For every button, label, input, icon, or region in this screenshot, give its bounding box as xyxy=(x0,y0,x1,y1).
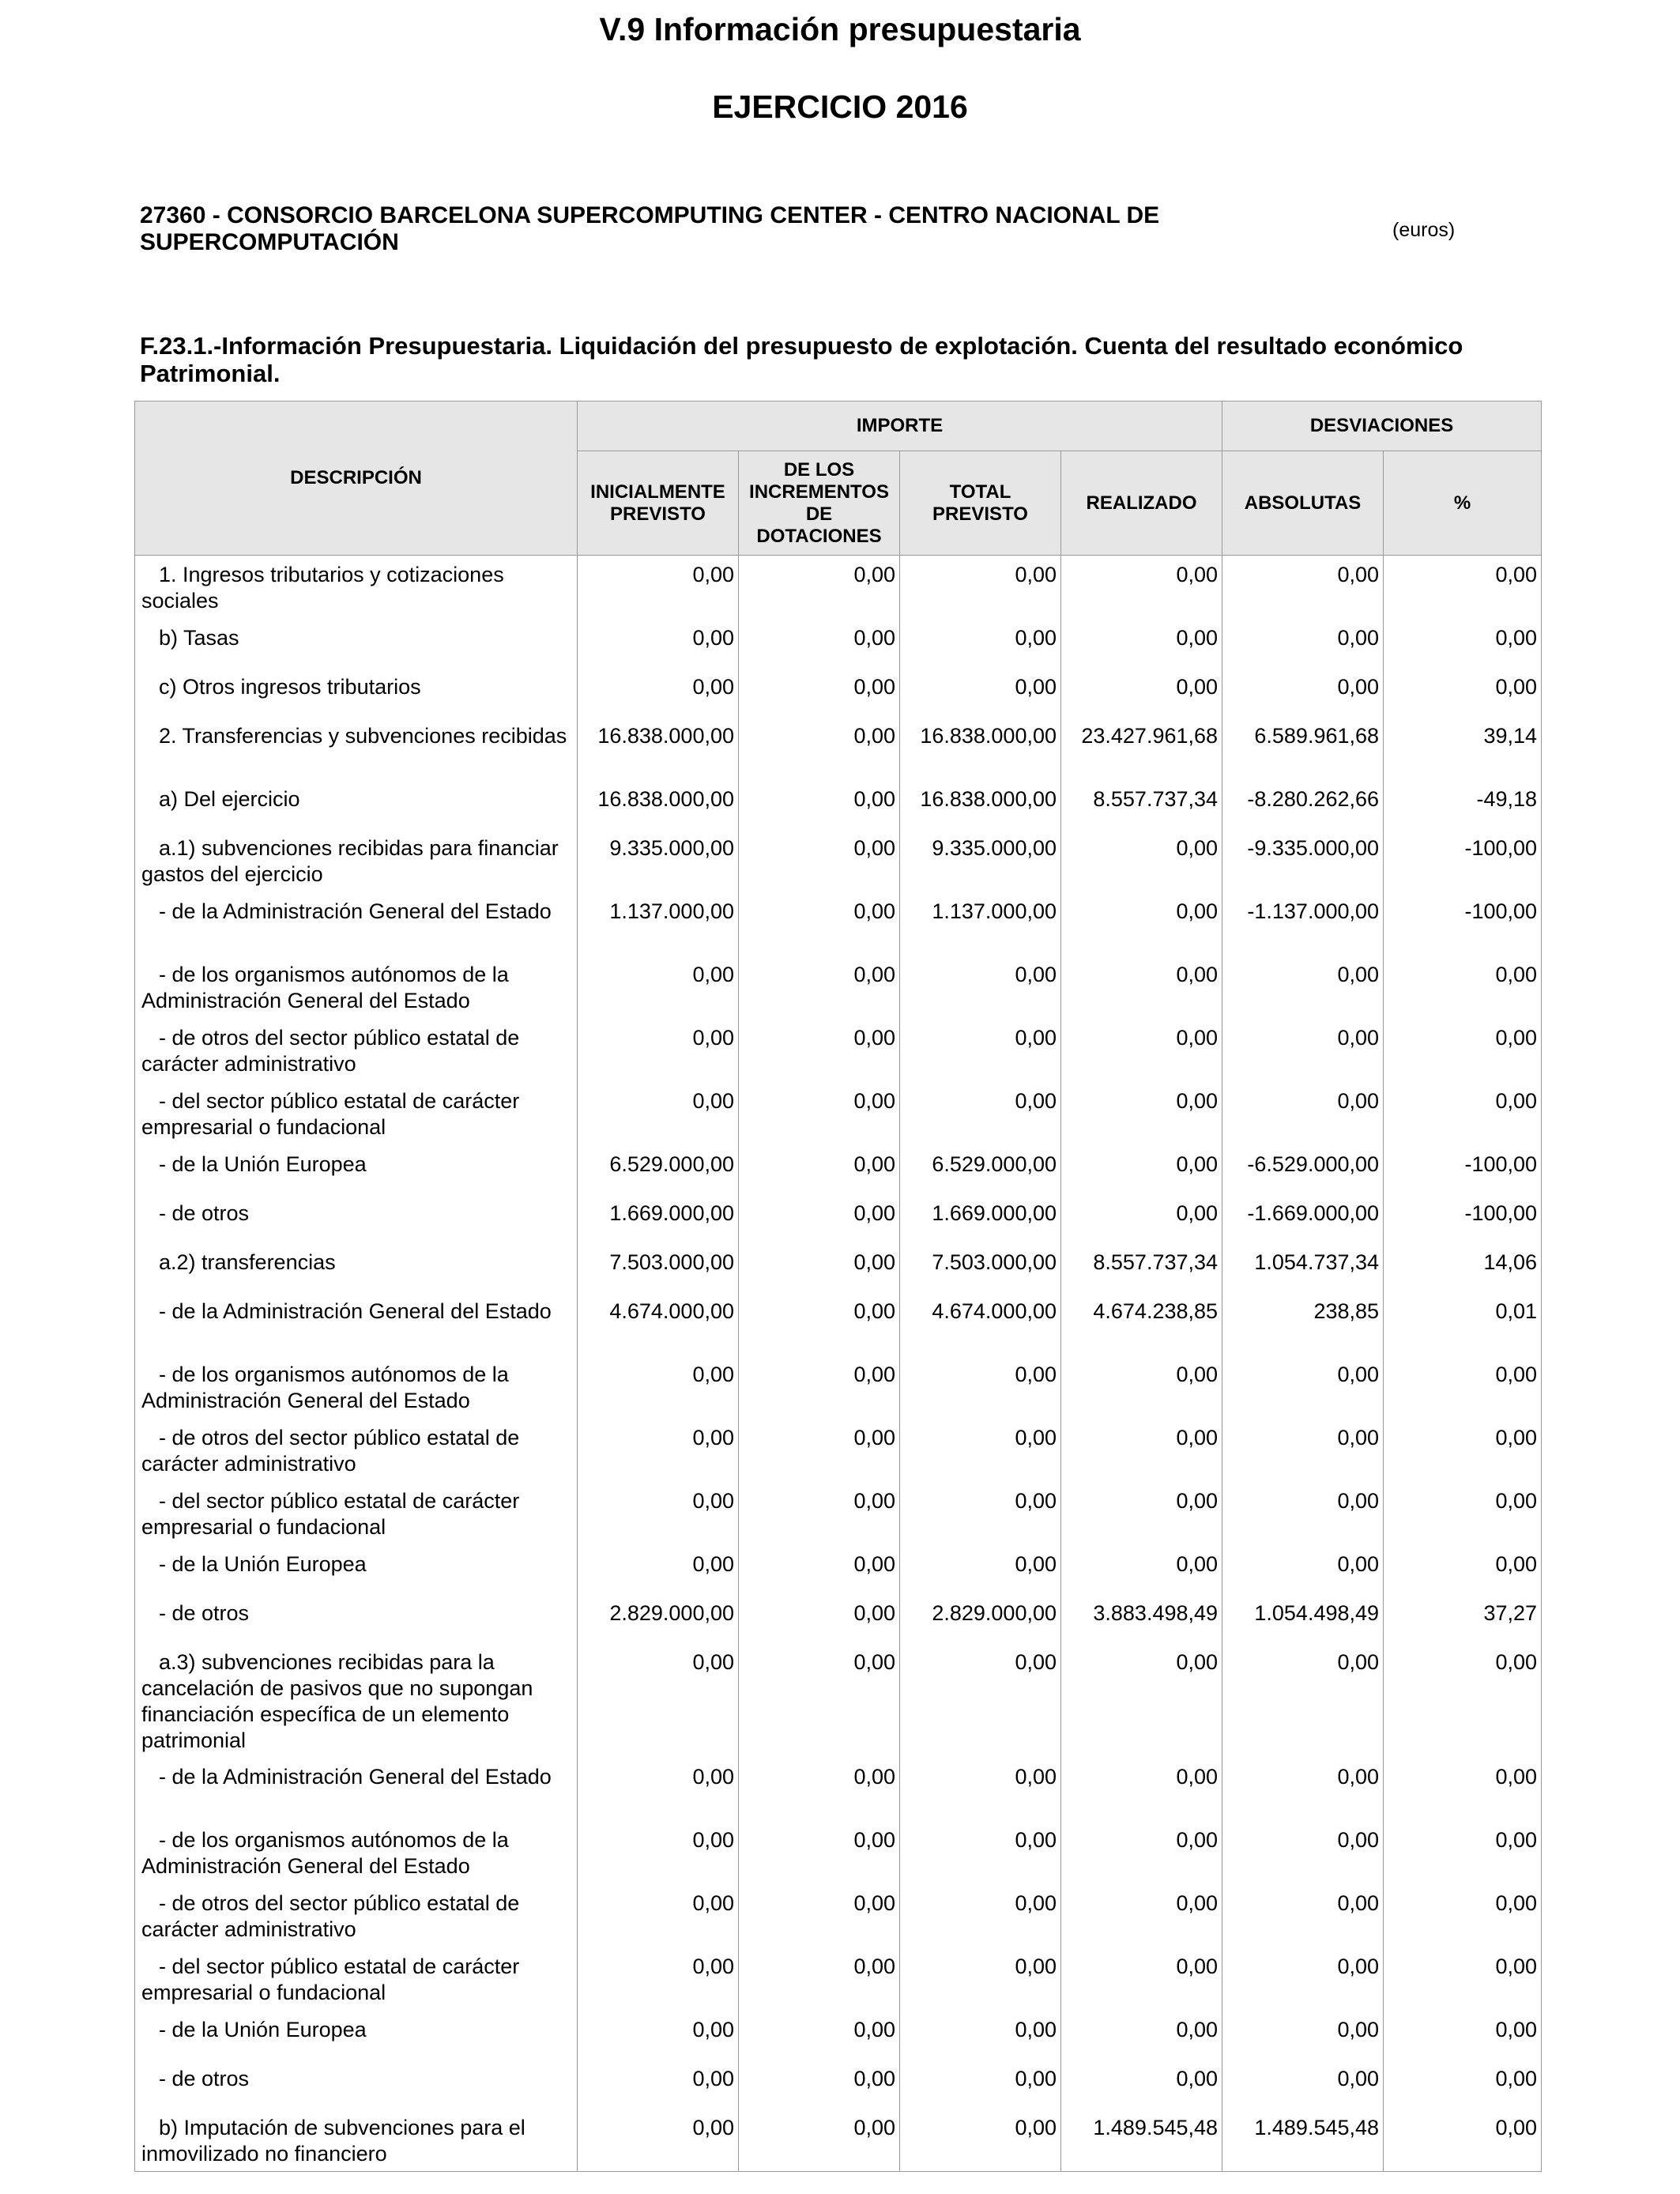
cell-realizado: 0,00 xyxy=(1061,1194,1222,1243)
table-row xyxy=(135,1292,1542,1355)
cell-incrementos: 0,00 xyxy=(739,1019,900,1082)
cell-pct: -100,00 xyxy=(1384,1194,1542,1243)
header-descripcion: DESCRIPCIÓN xyxy=(135,401,578,556)
cell-absolutas: 1.054.498,49 xyxy=(1222,1594,1384,1643)
cell-absolutas: 0,00 xyxy=(1222,1758,1384,1821)
cell-pct: -100,00 xyxy=(1384,892,1542,956)
cell-absolutas: 6.589.961,68 xyxy=(1222,717,1384,780)
cell-pct: 0,00 xyxy=(1384,2011,1542,2060)
row-description-text: - de otros del sector público estatal de carácter administrativo xyxy=(141,1891,520,1941)
cell-realizado: 0,00 xyxy=(1061,829,1222,892)
table-row xyxy=(135,1821,1542,1884)
cell-realizado: 1.489.545,48 xyxy=(1061,2109,1222,2172)
cell-inicial: 0,00 xyxy=(578,619,739,668)
row-description-text: a.1) subvenciones recibidas para financiar gastos del ejercicio xyxy=(141,835,559,886)
cell-realizado: 8.557.737,34 xyxy=(1061,1243,1222,1292)
row-description xyxy=(135,2060,578,2109)
cell-pct: 0,00 xyxy=(1384,2060,1542,2109)
table-row xyxy=(135,1419,1542,1482)
cell-incrementos: 0,00 xyxy=(739,619,900,668)
cell-total: 0,00 xyxy=(900,668,1061,717)
row-description xyxy=(135,1243,578,1292)
cell-pct: 0,00 xyxy=(1384,1758,1542,1821)
table-row xyxy=(135,1545,1542,1594)
cell-incrementos: 0,00 xyxy=(739,1292,900,1355)
cell-total: 0,00 xyxy=(900,1355,1061,1419)
row-description xyxy=(135,717,578,780)
row-description xyxy=(135,1292,578,1355)
cell-realizado: 0,00 xyxy=(1061,1355,1222,1419)
cell-total: 16.838.000,00 xyxy=(900,780,1061,829)
cell-pct: 0,00 xyxy=(1384,1821,1542,1884)
cell-incrementos: 0,00 xyxy=(739,829,900,892)
cell-realizado: 0,00 xyxy=(1061,892,1222,956)
cell-realizado: 0,00 xyxy=(1061,1947,1222,2011)
row-description-text: - del sector público estatal de carácter empresarial o fundacional xyxy=(141,1488,520,1539)
row-description-text: - de la Administración General del Estado xyxy=(159,899,552,923)
page-title: V.9 Información presupuestaria xyxy=(599,11,1081,47)
cell-absolutas: 0,00 xyxy=(1222,1082,1384,1145)
table-row xyxy=(135,1194,1542,1243)
cell-pct: 0,00 xyxy=(1384,956,1542,1019)
table-row xyxy=(135,1947,1542,2011)
cell-total: 0,00 xyxy=(900,1643,1061,1758)
cell-total: 0,00 xyxy=(900,1019,1061,1082)
cell-realizado: 0,00 xyxy=(1061,668,1222,717)
cell-pct: -100,00 xyxy=(1384,1145,1542,1194)
header-total-previsto: TOTAL PREVISTO xyxy=(900,451,1061,556)
cell-total: 0,00 xyxy=(900,1884,1061,1947)
row-description xyxy=(135,1145,578,1194)
cell-inicial: 1.669.000,00 xyxy=(578,1194,739,1243)
cell-incrementos: 0,00 xyxy=(739,1082,900,1145)
row-description xyxy=(135,1482,578,1545)
cell-total: 2.829.000,00 xyxy=(900,1594,1061,1643)
header-inicialmente-previsto: INICIALMENTE PREVISTO xyxy=(578,451,739,556)
row-description-text: c) Otros ingresos tributarios xyxy=(159,674,421,699)
row-description-text: - de la Unión Europea xyxy=(159,1152,367,1176)
cell-realizado: 0,00 xyxy=(1061,1821,1222,1884)
cell-absolutas: 0,00 xyxy=(1222,1643,1384,1758)
cell-realizado: 3.883.498,49 xyxy=(1061,1594,1222,1643)
cell-pct: 0,00 xyxy=(1384,1884,1542,1947)
cell-incrementos: 0,00 xyxy=(739,1482,900,1545)
cell-total: 0,00 xyxy=(900,2011,1061,2060)
cell-total: 7.503.000,00 xyxy=(900,1243,1061,1292)
cell-total: 0,00 xyxy=(900,619,1061,668)
cell-inicial: 0,00 xyxy=(578,1821,739,1884)
table-row xyxy=(135,1145,1542,1194)
cell-realizado: 0,00 xyxy=(1061,1419,1222,1482)
cell-absolutas: 0,00 xyxy=(1222,1355,1384,1419)
cell-pct: 0,00 xyxy=(1384,1947,1542,2011)
row-description-text: - de la Administración General del Estado xyxy=(159,1299,552,1323)
cell-total: 0,00 xyxy=(900,1758,1061,1821)
cell-absolutas: 0,00 xyxy=(1222,668,1384,717)
cell-absolutas: 0,00 xyxy=(1222,1947,1384,2011)
cell-realizado: 0,00 xyxy=(1061,556,1222,619)
cell-total: 1.669.000,00 xyxy=(900,1194,1061,1243)
cell-incrementos: 0,00 xyxy=(739,1643,900,1758)
cell-incrementos: 0,00 xyxy=(739,780,900,829)
cell-absolutas: -9.335.000,00 xyxy=(1222,829,1384,892)
cell-inicial: 0,00 xyxy=(578,1545,739,1594)
row-description xyxy=(135,2109,578,2172)
cell-inicial: 0,00 xyxy=(578,1947,739,2011)
cell-inicial: 9.335.000,00 xyxy=(578,829,739,892)
cell-realizado: 0,00 xyxy=(1061,1019,1222,1082)
cell-inicial: 16.838.000,00 xyxy=(578,717,739,780)
cell-absolutas: 0,00 xyxy=(1222,956,1384,1019)
table-row xyxy=(135,1643,1542,1758)
row-description-text: - del sector público estatal de carácter empresarial o fundacional xyxy=(141,1954,520,2004)
header-incrementos: DE LOS INCREMENTOS DE DOTACIONES xyxy=(739,451,900,556)
cell-pct: 0,00 xyxy=(1384,1419,1542,1482)
cell-inicial: 0,00 xyxy=(578,2109,739,2172)
cell-total: 0,00 xyxy=(900,2109,1061,2172)
cell-incrementos: 0,00 xyxy=(739,1145,900,1194)
cell-pct: 0,00 xyxy=(1384,1019,1542,1082)
row-description-text: - de la Unión Europea xyxy=(159,2017,367,2041)
cell-realizado: 0,00 xyxy=(1061,956,1222,1019)
cell-total: 0,00 xyxy=(900,956,1061,1019)
row-description xyxy=(135,1355,578,1419)
cell-incrementos: 0,00 xyxy=(739,1419,900,1482)
cell-incrementos: 0,00 xyxy=(739,1884,900,1947)
entity-name: 27360 - CONSORCIO BARCELONA SUPERCOMPUTING CENTER - CENTRO NACIONAL DE SUPERCOMPUTACIÓN xyxy=(140,202,1160,255)
table-row xyxy=(135,2011,1542,2060)
cell-absolutas: 238,85 xyxy=(1222,1292,1384,1355)
row-description xyxy=(135,829,578,892)
row-description xyxy=(135,1545,578,1594)
cell-realizado: 0,00 xyxy=(1061,1082,1222,1145)
table-row xyxy=(135,2060,1542,2109)
table-row xyxy=(135,1884,1542,1947)
row-description xyxy=(135,2011,578,2060)
table-row xyxy=(135,1758,1542,1821)
row-description-text: - de los organismos autónomos de la Administración General del Estado xyxy=(141,962,509,1012)
cell-total: 0,00 xyxy=(900,1419,1061,1482)
cell-total: 1.137.000,00 xyxy=(900,892,1061,956)
cell-inicial: 0,00 xyxy=(578,1884,739,1947)
cell-incrementos: 0,00 xyxy=(739,1594,900,1643)
cell-pct: 37,27 xyxy=(1384,1594,1542,1643)
table-row xyxy=(135,780,1542,829)
budget-table xyxy=(134,401,1542,2172)
currency-units: (euros) xyxy=(1392,219,1456,241)
table-row xyxy=(135,668,1542,717)
table-row xyxy=(135,1594,1542,1643)
table-row xyxy=(135,717,1542,780)
cell-pct: 39,14 xyxy=(1384,717,1542,780)
cell-inicial: 0,00 xyxy=(578,1355,739,1419)
cell-realizado: 0,00 xyxy=(1061,2060,1222,2109)
cell-absolutas: 0,00 xyxy=(1222,1019,1384,1082)
cell-inicial: 0,00 xyxy=(578,956,739,1019)
row-description xyxy=(135,1758,578,1821)
row-description-text: - de otros xyxy=(159,1201,250,1225)
table-row xyxy=(135,556,1542,619)
cell-inicial: 1.137.000,00 xyxy=(578,892,739,956)
cell-absolutas: 1.489.545,48 xyxy=(1222,2109,1384,2172)
table-row xyxy=(135,1019,1542,1082)
row-description xyxy=(135,1419,578,1482)
header-importe: IMPORTE xyxy=(578,401,1222,451)
cell-incrementos: 0,00 xyxy=(739,1947,900,2011)
cell-pct: 0,00 xyxy=(1384,556,1542,619)
cell-inicial: 16.838.000,00 xyxy=(578,780,739,829)
section-subtitle: F.23.1.-Información Presupuestaria. Liquidación del presupuesto de explotación. Cuenta del resultado económico Patrimonial. xyxy=(140,332,1463,387)
row-description-text: - de otros del sector público estatal de carácter administrativo xyxy=(141,1025,520,1076)
cell-realizado: 4.674.238,85 xyxy=(1061,1292,1222,1355)
cell-inicial: 2.829.000,00 xyxy=(578,1594,739,1643)
table-row xyxy=(135,1355,1542,1419)
cell-pct: -100,00 xyxy=(1384,829,1542,892)
row-description xyxy=(135,1884,578,1947)
cell-inicial: 0,00 xyxy=(578,2011,739,2060)
cell-incrementos: 0,00 xyxy=(739,892,900,956)
cell-inicial: 7.503.000,00 xyxy=(578,1243,739,1292)
cell-total: 9.335.000,00 xyxy=(900,829,1061,892)
cell-incrementos: 0,00 xyxy=(739,556,900,619)
header-absolutas: ABSOLUTAS xyxy=(1222,451,1384,556)
cell-incrementos: 0,00 xyxy=(739,2109,900,2172)
cell-inicial: 0,00 xyxy=(578,1482,739,1545)
cell-total: 6.529.000,00 xyxy=(900,1145,1061,1194)
row-description xyxy=(135,556,578,619)
cell-inicial: 0,00 xyxy=(578,1758,739,1821)
row-description-text: b) Tasas xyxy=(159,625,239,650)
cell-realizado: 0,00 xyxy=(1061,619,1222,668)
row-description xyxy=(135,780,578,829)
cell-total: 4.674.000,00 xyxy=(900,1292,1061,1355)
cell-realizado: 8.557.737,34 xyxy=(1061,780,1222,829)
cell-incrementos: 0,00 xyxy=(739,1821,900,1884)
row-description xyxy=(135,1594,578,1643)
cell-pct: 0,00 xyxy=(1384,668,1542,717)
row-description xyxy=(135,1082,578,1145)
cell-incrementos: 0,00 xyxy=(739,1545,900,1594)
cell-total: 0,00 xyxy=(900,1082,1061,1145)
cell-total: 0,00 xyxy=(900,1821,1061,1884)
cell-absolutas: -8.280.262,66 xyxy=(1222,780,1384,829)
row-description xyxy=(135,956,578,1019)
cell-inicial: 6.529.000,00 xyxy=(578,1145,739,1194)
cell-realizado: 0,00 xyxy=(1061,1545,1222,1594)
row-description xyxy=(135,1019,578,1082)
row-description-text: - de los organismos autónomos de la Administración General del Estado xyxy=(141,1827,509,1878)
cell-total: 0,00 xyxy=(900,2060,1061,2109)
row-description-text: 1. Ingresos tributarios y cotizaciones sociales xyxy=(141,563,504,613)
fiscal-year-title: EJERCICIO 2016 xyxy=(712,89,968,125)
cell-pct: -49,18 xyxy=(1384,780,1542,829)
row-description xyxy=(135,1947,578,2011)
cell-inicial: 4.674.000,00 xyxy=(578,1292,739,1355)
cell-pct: 0,00 xyxy=(1384,1545,1542,1594)
cell-absolutas: -6.529.000,00 xyxy=(1222,1145,1384,1194)
cell-pct: 0,00 xyxy=(1384,1355,1542,1419)
row-description xyxy=(135,1643,578,1758)
row-description xyxy=(135,1821,578,1884)
cell-absolutas: 0,00 xyxy=(1222,1884,1384,1947)
cell-absolutas: 0,00 xyxy=(1222,1419,1384,1482)
cell-total: 0,00 xyxy=(900,1947,1061,2011)
row-description-text: - de otros xyxy=(159,2066,250,2090)
cell-realizado: 0,00 xyxy=(1061,2011,1222,2060)
cell-realizado: 23.427.961,68 xyxy=(1061,717,1222,780)
table-row xyxy=(135,619,1542,668)
table-row xyxy=(135,956,1542,1019)
cell-incrementos: 0,00 xyxy=(739,2011,900,2060)
cell-absolutas: 0,00 xyxy=(1222,2011,1384,2060)
cell-incrementos: 0,00 xyxy=(739,1758,900,1821)
row-description-text: - de los organismos autónomos de la Administración General del Estado xyxy=(141,1362,509,1412)
row-description-text: - del sector público estatal de carácter empresarial o fundacional xyxy=(141,1088,520,1139)
row-description-text: b) Imputación de subvenciones para el inmovilizado no financiero xyxy=(141,2115,525,2166)
cell-pct: 0,00 xyxy=(1384,1082,1542,1145)
row-description-text: - de la Unión Europea xyxy=(159,1551,367,1576)
row-description xyxy=(135,1194,578,1243)
cell-inicial: 0,00 xyxy=(578,2060,739,2109)
cell-total: 0,00 xyxy=(900,1545,1061,1594)
cell-pct: 0,00 xyxy=(1384,619,1542,668)
cell-incrementos: 0,00 xyxy=(739,2060,900,2109)
cell-incrementos: 0,00 xyxy=(739,1194,900,1243)
row-description-text: - de la Administración General del Estado xyxy=(159,1764,552,1789)
header-desviaciones: DESVIACIONES xyxy=(1222,401,1542,451)
cell-incrementos: 0,00 xyxy=(739,668,900,717)
cell-pct: 14,06 xyxy=(1384,1243,1542,1292)
cell-absolutas: 0,00 xyxy=(1222,1821,1384,1884)
cell-absolutas: -1.669.000,00 xyxy=(1222,1194,1384,1243)
row-description-text: - de otros del sector público estatal de carácter administrativo xyxy=(141,1425,520,1476)
cell-incrementos: 0,00 xyxy=(739,1243,900,1292)
cell-realizado: 0,00 xyxy=(1061,1884,1222,1947)
cell-realizado: 0,00 xyxy=(1061,1482,1222,1545)
cell-inicial: 0,00 xyxy=(578,1082,739,1145)
cell-absolutas: 0,00 xyxy=(1222,556,1384,619)
table-row xyxy=(135,892,1542,956)
cell-inicial: 0,00 xyxy=(578,668,739,717)
row-description-text: - de otros xyxy=(159,1600,250,1625)
cell-absolutas: 0,00 xyxy=(1222,2060,1384,2109)
row-description xyxy=(135,619,578,668)
header-realizado: REALIZADO xyxy=(1061,451,1222,556)
table-row xyxy=(135,829,1542,892)
table-row xyxy=(135,2109,1542,2172)
cell-absolutas: 0,00 xyxy=(1222,1545,1384,1594)
table-body xyxy=(135,556,1542,2172)
cell-realizado: 0,00 xyxy=(1061,1758,1222,1821)
row-description-text: 2. Transferencias y subvenciones recibidas xyxy=(159,723,567,748)
cell-total: 0,00 xyxy=(900,556,1061,619)
cell-inicial: 0,00 xyxy=(578,1643,739,1758)
cell-inicial: 0,00 xyxy=(578,556,739,619)
cell-pct: 0,00 xyxy=(1384,1643,1542,1758)
row-description-text: a.3) subvenciones recibidas para la cancelación de pasivos que no supongan financiación específica de un elemento patrimonial xyxy=(141,1649,533,1752)
cell-pct: 0,00 xyxy=(1384,1482,1542,1545)
cell-absolutas: -1.137.000,00 xyxy=(1222,892,1384,956)
cell-absolutas: 0,00 xyxy=(1222,619,1384,668)
header-porcentaje: % xyxy=(1384,451,1542,556)
row-description-text: a) Del ejercicio xyxy=(159,786,300,811)
cell-total: 0,00 xyxy=(900,1482,1061,1545)
cell-realizado: 0,00 xyxy=(1061,1145,1222,1194)
cell-incrementos: 0,00 xyxy=(739,1355,900,1419)
cell-absolutas: 0,00 xyxy=(1222,1482,1384,1545)
row-description-text: a.2) transferencias xyxy=(159,1250,336,1274)
cell-pct: 0,01 xyxy=(1384,1292,1542,1355)
cell-incrementos: 0,00 xyxy=(739,956,900,1019)
row-description xyxy=(135,892,578,956)
table-row xyxy=(135,1082,1542,1145)
cell-total: 16.838.000,00 xyxy=(900,717,1061,780)
table-row xyxy=(135,1243,1542,1292)
cell-absolutas: 1.054.737,34 xyxy=(1222,1243,1384,1292)
row-description xyxy=(135,668,578,717)
cell-realizado: 0,00 xyxy=(1061,1643,1222,1758)
cell-incrementos: 0,00 xyxy=(739,717,900,780)
table-row xyxy=(135,1482,1542,1545)
cell-inicial: 0,00 xyxy=(578,1019,739,1082)
cell-inicial: 0,00 xyxy=(578,1419,739,1482)
cell-pct: 0,00 xyxy=(1384,2109,1542,2172)
